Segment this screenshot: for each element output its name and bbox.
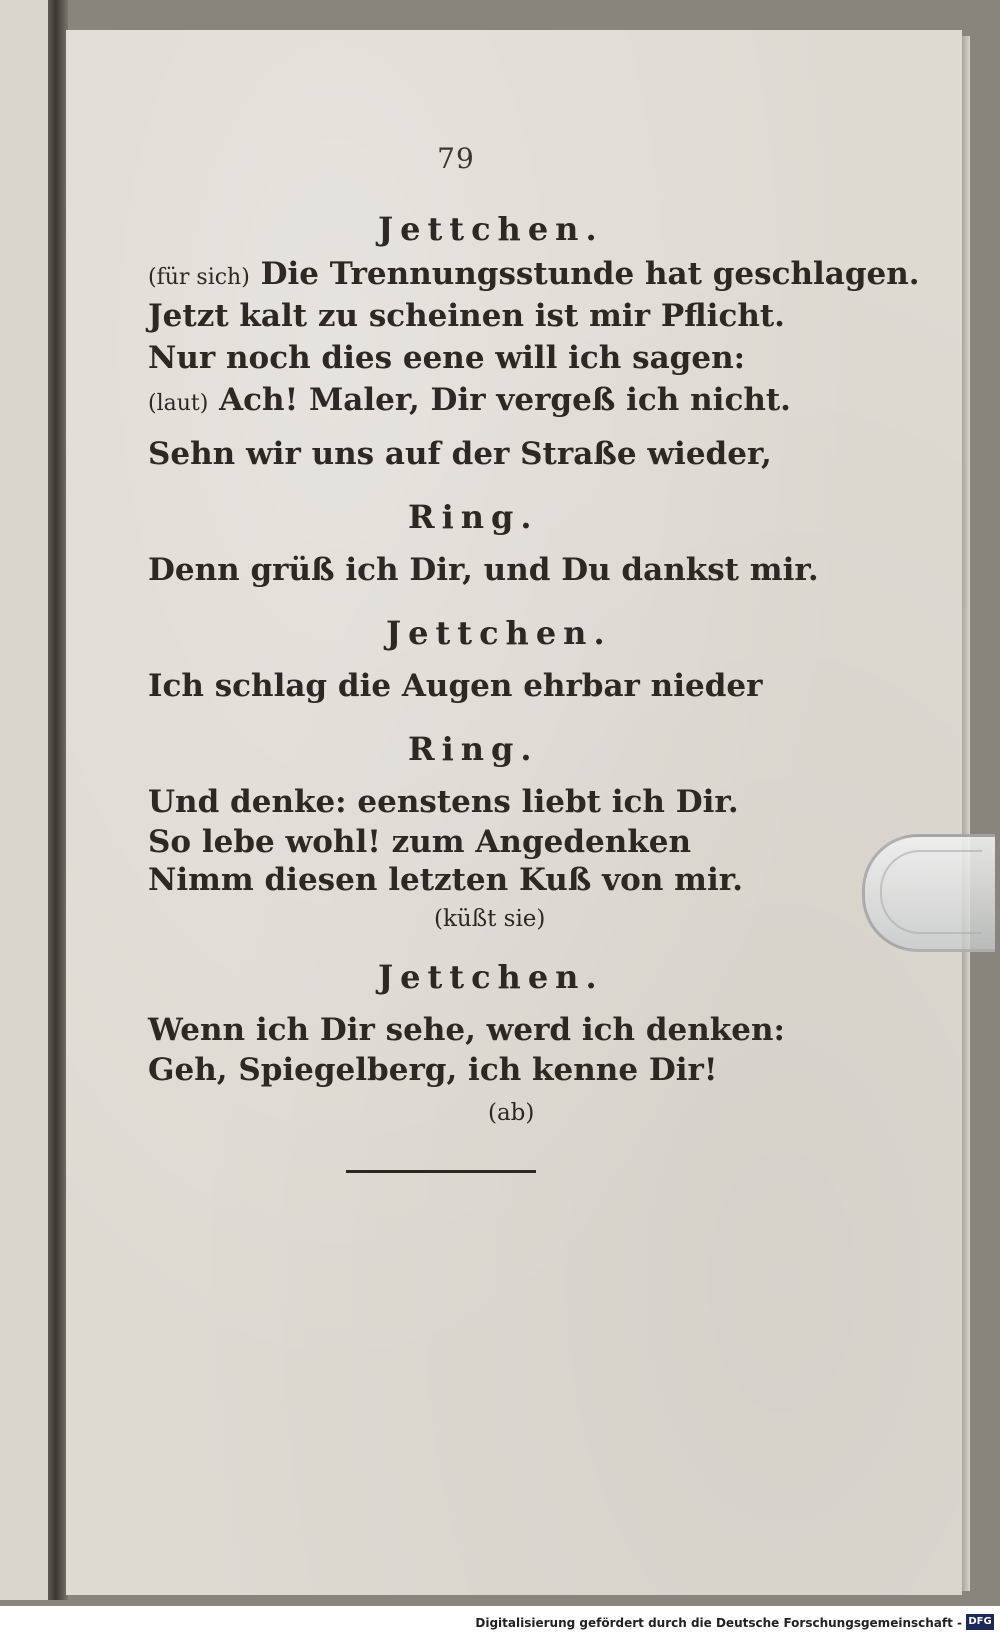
section-divider <box>346 1170 536 1173</box>
verse-line <box>148 256 920 292</box>
verse-line: Wenn ich Dir sehe, werd ich denken: <box>148 1012 785 1048</box>
dfg-logo-icon: DFG <box>966 1614 994 1630</box>
verse-line: Jetzt kalt zu scheinen ist mir Pflicht. <box>148 298 785 334</box>
speaker-name: Jettchen. <box>386 614 612 652</box>
verse-line: Denn grüß ich Dir, und Du dankst mir. <box>148 552 819 588</box>
funding-credit: Digitalisierung gefördert durch die Deutsche Forschungsgemeinschaft - <box>475 1616 962 1630</box>
verse-text: Die Trennungsstunde hat geschlagen. <box>260 256 920 292</box>
verse-line: Nur noch dies eene will ich sagen: <box>148 340 746 376</box>
stage-direction: (laut) <box>148 391 209 416</box>
book-gutter <box>48 0 68 1600</box>
stage-direction: (ab) <box>488 1100 535 1126</box>
verse-line: So lebe wohl! zum Angedenken <box>148 824 692 860</box>
facing-page <box>0 0 52 1600</box>
verse-line: Und denke: eenstens liebt ich Dir. <box>148 784 739 820</box>
stage-direction: (für sich) <box>148 265 250 290</box>
verse-text: Ach! Maler, Dir vergeß ich nicht. <box>219 382 791 418</box>
speaker-name: Ring. <box>408 730 539 768</box>
verse-line: Geh, Spiegelberg, ich kenne Dir! <box>148 1052 718 1088</box>
verse-line: Nimm diesen letzten Kuß von mir. <box>148 862 744 898</box>
stage-direction: (küßt sie) <box>434 906 546 932</box>
speaker-name: Jettchen. <box>378 210 604 248</box>
page-number: 79 <box>437 142 475 175</box>
verse-line <box>148 382 791 418</box>
verse-line: Sehn wir uns auf der Straße wieder, <box>148 436 772 472</box>
speaker-name: Jettchen. <box>378 958 604 996</box>
speaker-name: Ring. <box>408 498 539 536</box>
footer-bar <box>0 1606 1000 1640</box>
verse-line: Ich schlag die Augen ehrbar nieder <box>148 668 763 704</box>
page-clip-inner <box>880 850 982 934</box>
